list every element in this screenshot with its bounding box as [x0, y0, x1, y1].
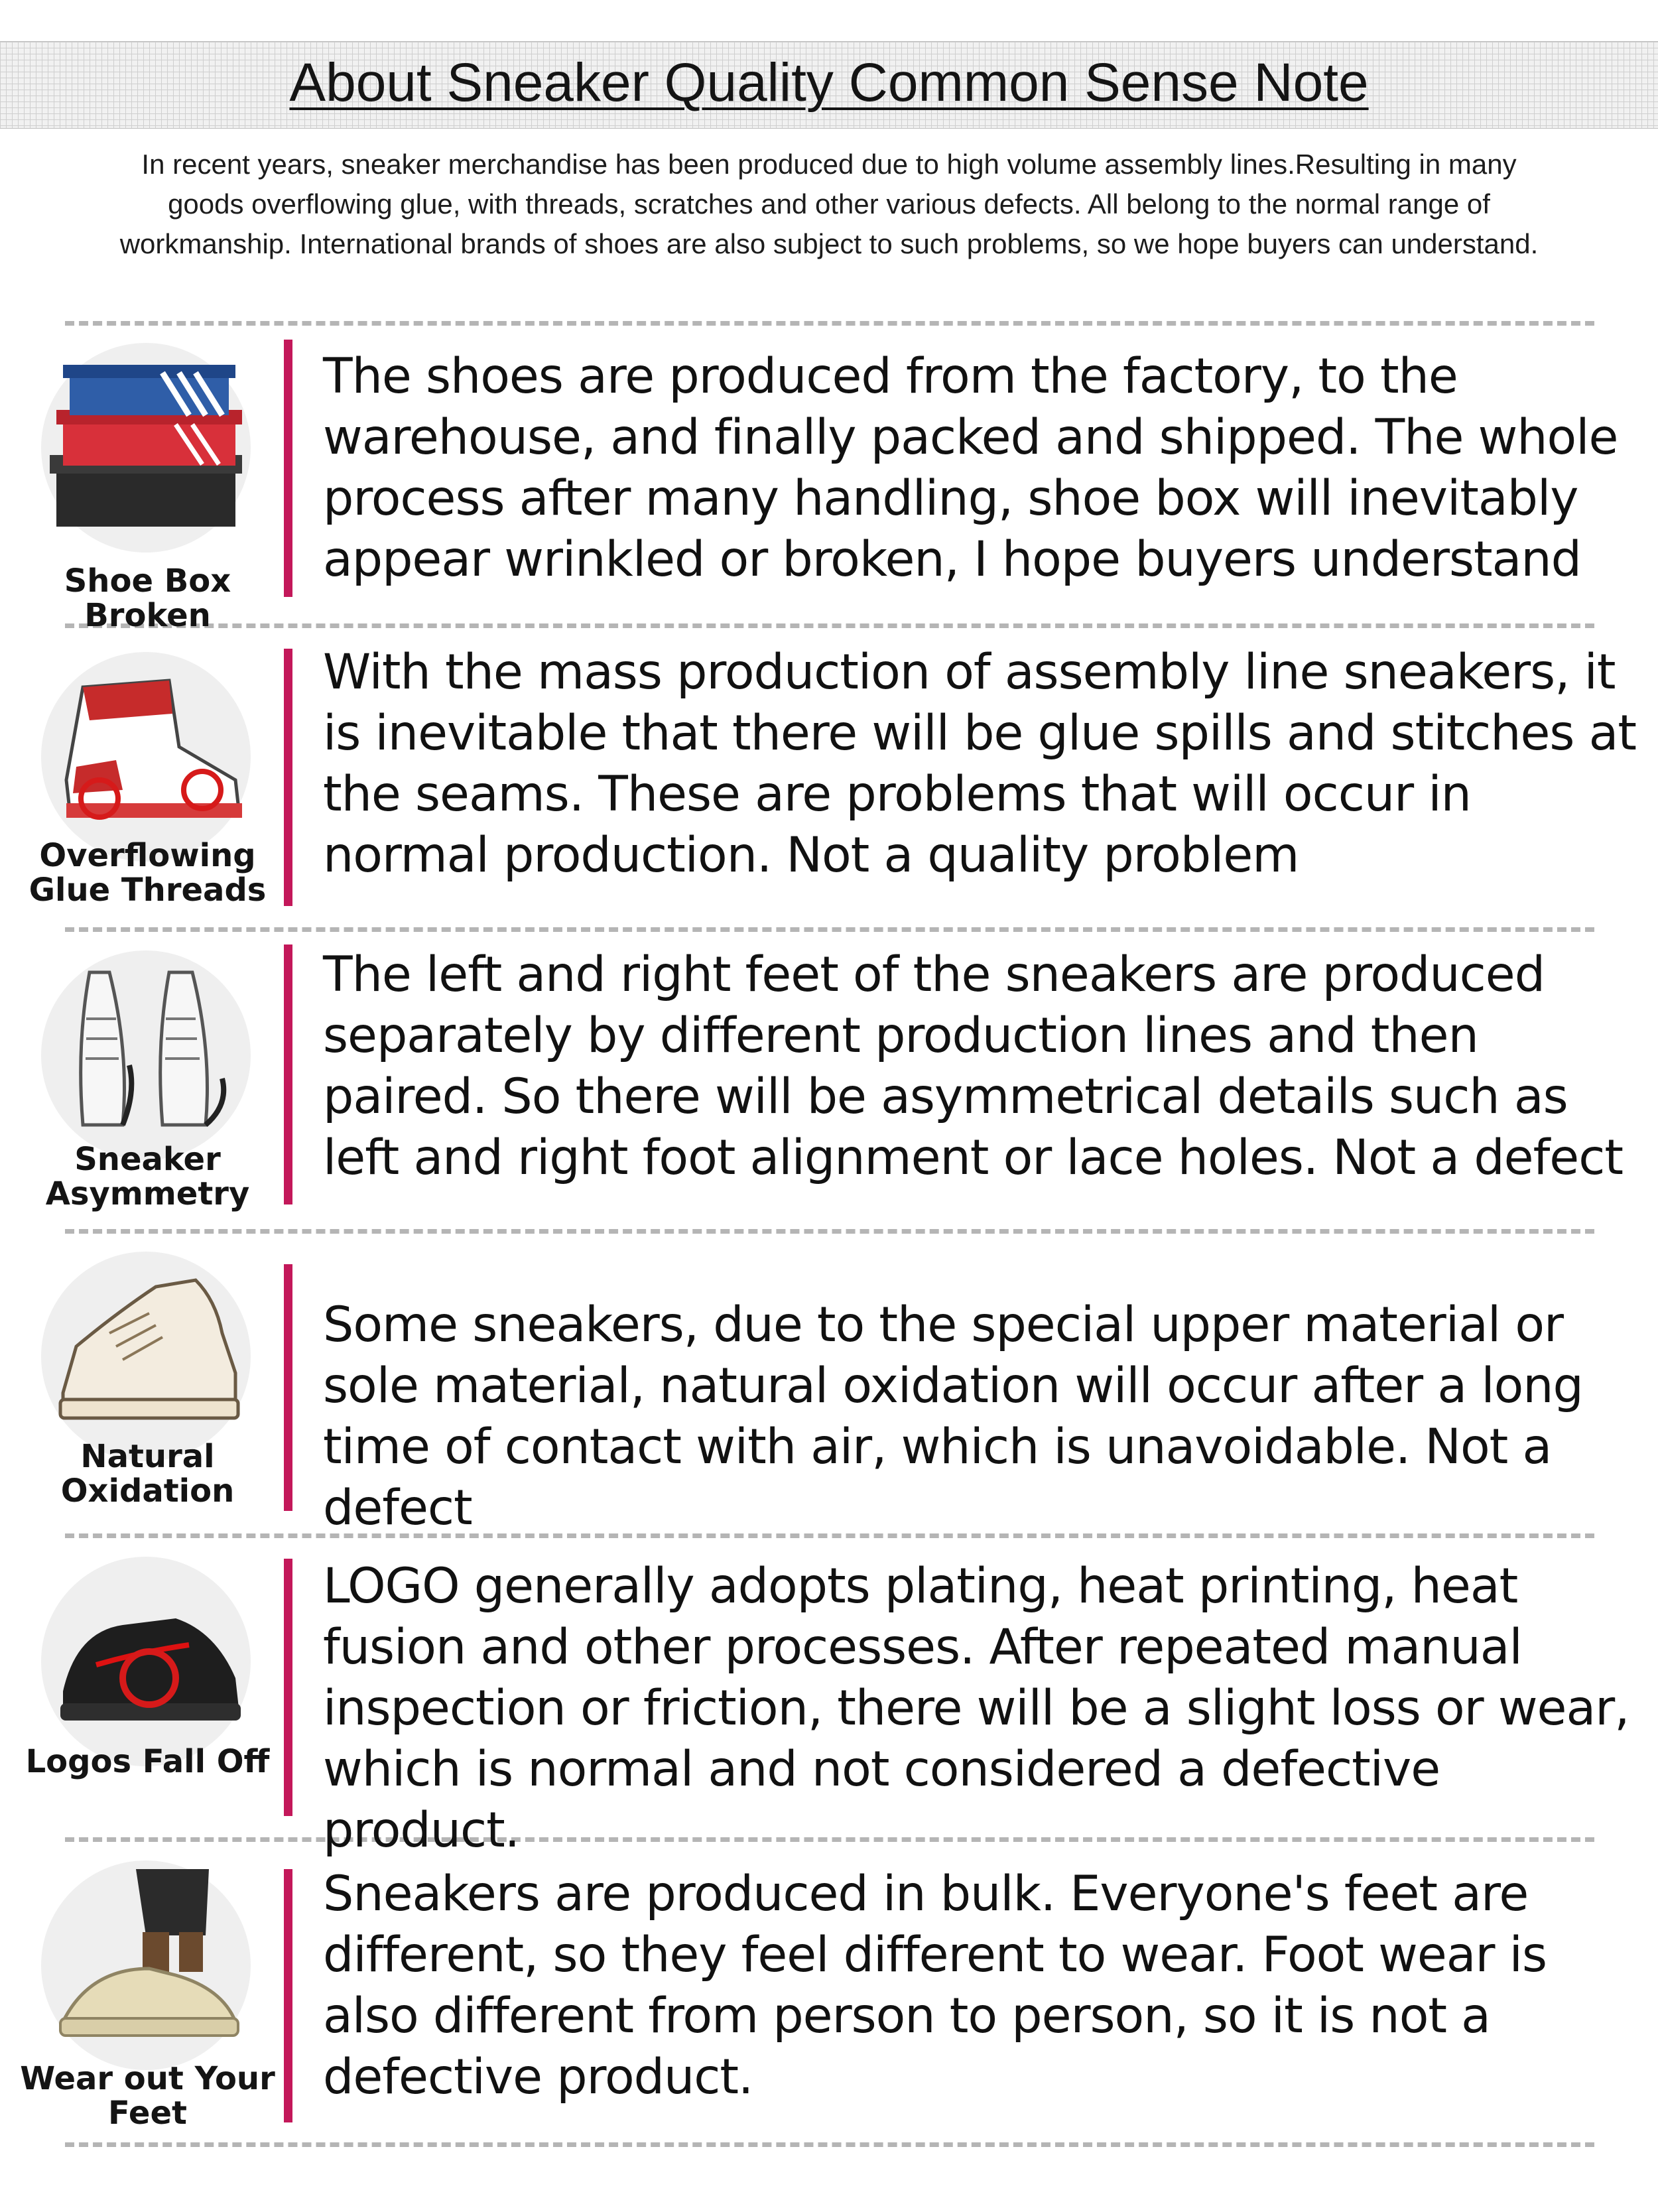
intro-paragraph: In recent years, sneaker merchandise has been produced due to high volume assembly lines.Resulting in many goods overflowing glue, with threads, scratches and other various defects. All belong to the normal range of workmanship. International brands of shoes are also subject to such problems, so we hope buyers can understand.	[119, 149, 1539, 259]
sneaker-pair-icon	[36, 946, 255, 1165]
cream-sneaker-icon	[36, 1247, 255, 1466]
divider	[65, 2142, 1594, 2147]
item-description: With the mass production of assembly line sneakers, it is inevitable that there will be glue spills and stitches at the seams. These are problems that will occur in normal production. Not a quality problem	[323, 644, 1637, 883]
accent-bar	[284, 1264, 292, 1511]
divider	[65, 927, 1594, 932]
accent-bar	[284, 649, 292, 906]
accent-bar	[284, 944, 292, 1204]
item-caption: Wear out Your Feet	[20, 2060, 275, 2132]
item-caption: Logos Fall Off	[25, 1743, 270, 1780]
item-caption: Natural Oxidation	[60, 1438, 235, 1510]
item-description: The left and right feet of the sneakers are produced separately by different production lines and then paired. So there will be asymmetrical details such as left and right foot alignment or lace holes. Not a defect	[323, 946, 1623, 1186]
item-description: LOGO generally adopts plating, heat printing, heat fusion and other processes. After repeated manual inspection or friction, there will be a slight loss or wear, which is normal and not considered a defective product.	[323, 1558, 1629, 1858]
item-description: Some sneakers, due to the special upper material or sole material, natural oxidation will occur after a long time of contact with air, which is unavoidable. Not a defect	[323, 1297, 1583, 1536]
accent-bar	[284, 340, 292, 597]
red-high-top-sneaker-icon	[36, 647, 255, 866]
item-description: The shoes are produced from the factory, to the warehouse, and finally packed and shipped. The whole process after many handling, shoe box will inevitably appear wrinkled or broken, I hope buyers understand	[323, 348, 1618, 588]
accent-bar	[284, 1869, 292, 2122]
item-caption: Overflowing Glue Threads	[29, 837, 267, 909]
item-caption: Shoe Box Broken	[64, 562, 231, 634]
black-knit-sneaker-icon	[36, 1552, 255, 1771]
page-title: About Sneaker Quality Common Sense Note	[289, 52, 1369, 113]
divider	[65, 321, 1594, 326]
feet-wearing-sneakers-icon	[36, 1856, 255, 2075]
item-caption: Sneaker Asymmetry	[45, 1141, 250, 1212]
shoe-box-icon	[36, 338, 255, 557]
item-description: Sneakers are produced in bulk. Everyone's feet are different, so they feel different to wear. Foot wear is also different from person to person, so it is not a defective product.	[323, 1866, 1547, 2105]
divider	[65, 1229, 1594, 1234]
accent-bar	[284, 1559, 292, 1816]
